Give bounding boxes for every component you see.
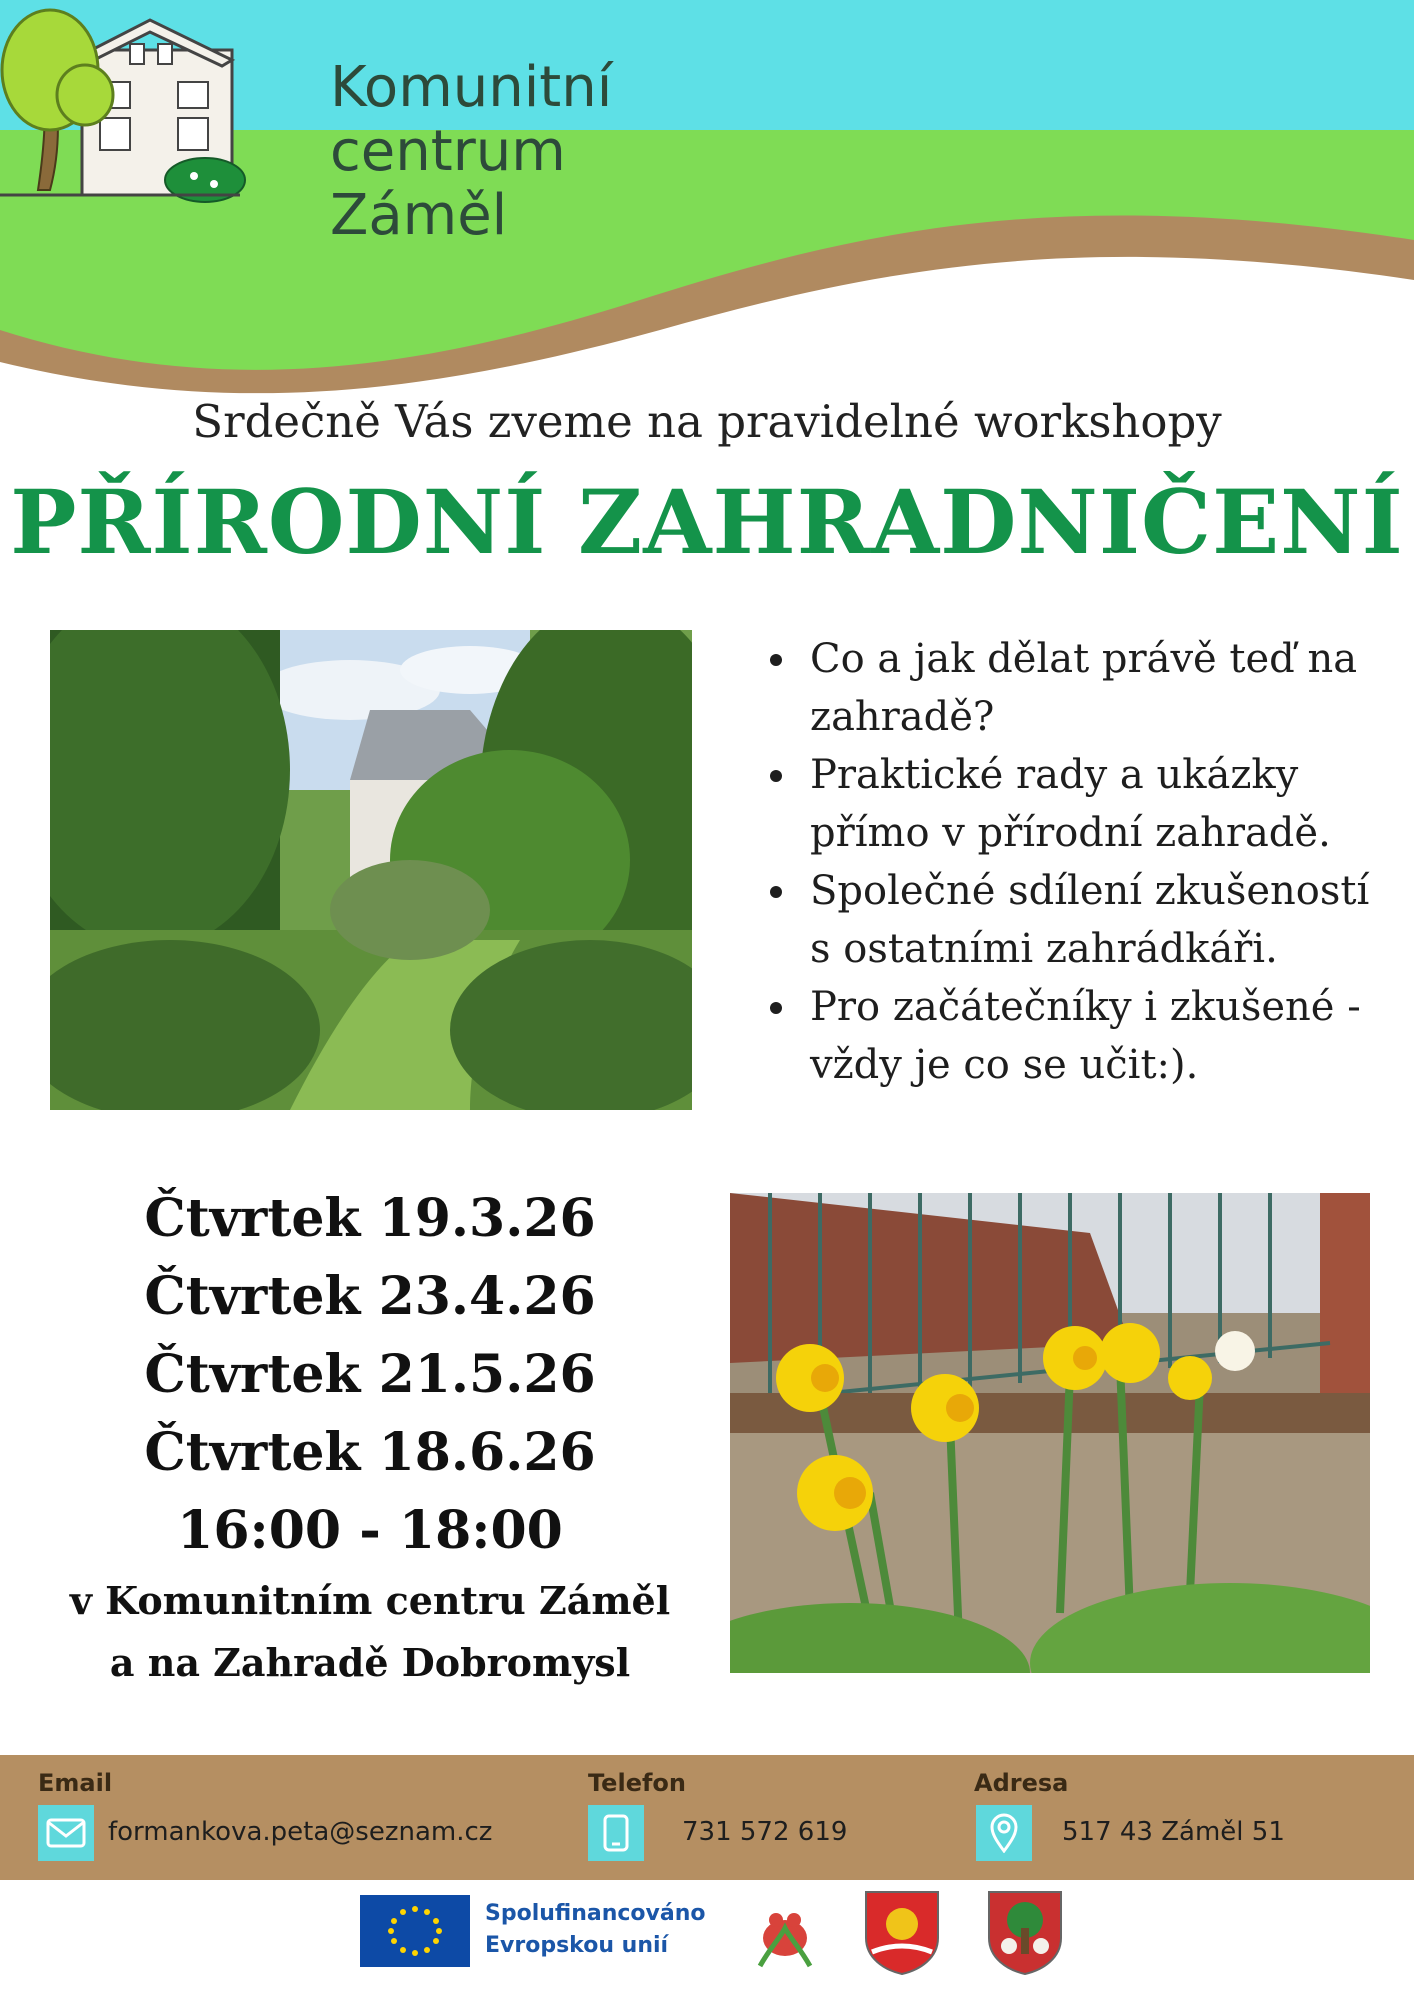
list-item xyxy=(760,746,1380,862)
eu-funding-text xyxy=(485,1898,706,1962)
bullet-dot-icon xyxy=(770,1002,782,1014)
bullet-text: Pro začátečníky i zkušené - vždy je co se učit:). xyxy=(810,984,1361,1088)
eu-flag-icon xyxy=(360,1895,470,1967)
eu-line-2: Evropskou unií xyxy=(485,1933,669,1958)
place-line-2: a na Zahradě Dobromysl xyxy=(109,1640,631,1685)
daffodils-photo xyxy=(730,1193,1370,1673)
date-item: Čtvrtek 21.5.26 xyxy=(144,1344,596,1405)
phone-icon xyxy=(588,1805,644,1861)
workshop-bullet-list xyxy=(760,630,1380,1094)
address-label: Adresa xyxy=(974,1769,1069,1797)
contact-bar xyxy=(0,1755,1414,1880)
bullet-text: Praktické rady a ukázky přímo v přírodní zahradě. xyxy=(810,752,1331,856)
page-title: PŘÍRODNÍ ZAHRADNIČENÍ xyxy=(10,470,1404,574)
envelope-icon xyxy=(38,1805,94,1861)
bullet-dot-icon xyxy=(770,886,782,898)
date-item: Čtvrtek 19.3.26 xyxy=(144,1188,596,1249)
eu-line-1: Spolufinancováno xyxy=(485,1901,706,1926)
phone-label: Telefon xyxy=(588,1769,686,1797)
bullet-dot-icon xyxy=(770,654,782,666)
header-banner xyxy=(0,0,1414,420)
logo-line-2: centrum xyxy=(330,119,566,184)
invite-text: Srdečně Vás zveme na pravidelné workshopy xyxy=(192,395,1222,448)
frog-emblem-icon xyxy=(740,1888,830,1972)
date-item: Čtvrtek 18.6.26 xyxy=(144,1422,596,1483)
logo-house-tree xyxy=(0,0,270,205)
list-item xyxy=(760,630,1380,746)
location-pin-icon xyxy=(976,1805,1032,1861)
email-value[interactable]: formankova.peta@seznam.cz xyxy=(108,1817,493,1847)
schedule xyxy=(40,1180,700,1694)
phone-value[interactable]: 731 572 619 xyxy=(682,1817,848,1847)
logo-line-1: Komunitní xyxy=(330,55,613,120)
email-label: Email xyxy=(38,1769,113,1797)
garden-photo xyxy=(50,630,692,1110)
date-item: Čtvrtek 23.4.26 xyxy=(144,1266,596,1327)
logo-line-3: Záměl xyxy=(330,183,508,248)
time-range: 16:00 - 18:00 xyxy=(177,1500,563,1561)
bullet-text: Společné sdílení zkušeností s ostatními zahrádkáři. xyxy=(810,868,1370,972)
coat-of-arms-icon xyxy=(985,1888,1065,1980)
bullet-dot-icon xyxy=(770,770,782,782)
list-item xyxy=(760,978,1380,1094)
logo-text xyxy=(330,56,612,248)
list-item xyxy=(760,862,1380,978)
bullet-text: Co a jak dělat právě teď na zahradě? xyxy=(810,636,1358,740)
address-value: 517 43 Záměl 51 xyxy=(1062,1817,1285,1847)
place-line-1: v Komunitním centru Záměl xyxy=(69,1578,671,1623)
coat-of-arms-icon xyxy=(862,1888,942,1980)
